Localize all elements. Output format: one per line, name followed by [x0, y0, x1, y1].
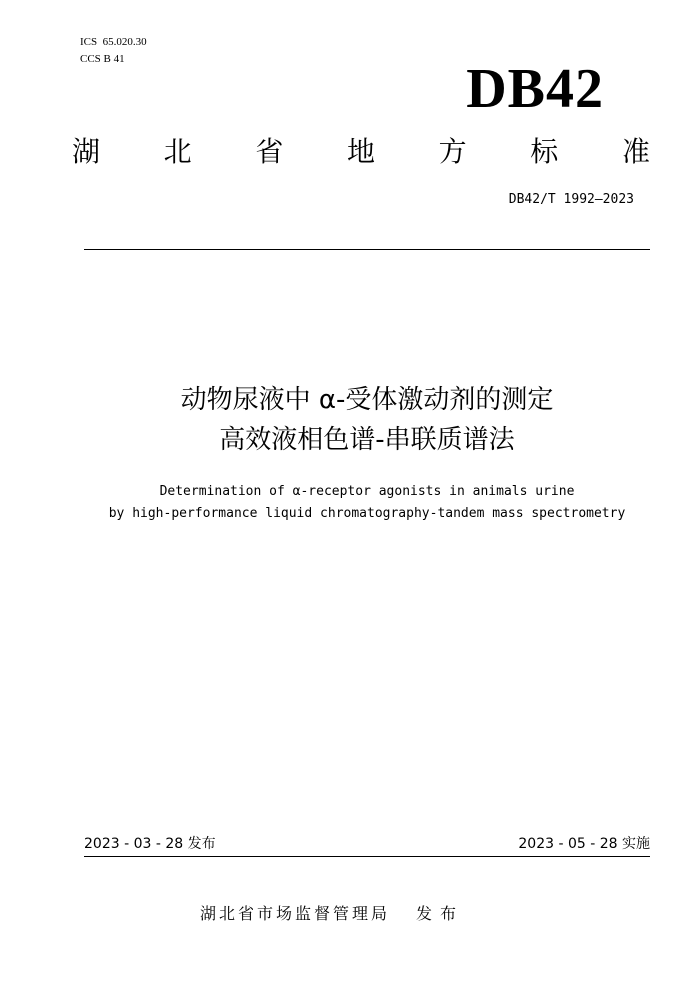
standard-number: DB42/T 1992—2023: [508, 192, 634, 207]
implement-date: 2023 - 05 - 28 实施: [518, 836, 650, 852]
english-title-line-1: Determination of α-receptor agonists in animals urine: [159, 484, 575, 499]
standard-type-char: 湖: [72, 135, 101, 168]
chinese-title-line-1: 动物尿液中 α-受体激动剂的测定: [180, 385, 554, 415]
chinese-title-line-2: 高效液相色谱-串联质谱法: [219, 425, 515, 455]
issuer-action: 发布: [416, 904, 465, 923]
standard-type-char: 标: [530, 135, 559, 168]
standard-type-char: 地: [346, 135, 375, 168]
classification-codes: [80, 34, 147, 68]
standard-type-char: 北: [163, 135, 192, 168]
standard-type-title: [72, 132, 650, 172]
db42-logo: DB42: [466, 58, 604, 120]
footer-divider: [84, 856, 650, 857]
issuer-name: 湖北省市场监督管理局: [200, 904, 391, 923]
ccs-code: B 41: [103, 53, 125, 65]
ics-label: ICS: [80, 36, 98, 48]
english-title-line-2: by high-performance liquid chromatography-tandem mass spectrometry: [108, 506, 626, 521]
issuing-authority: [200, 902, 464, 926]
ccs-row: [80, 51, 147, 68]
standard-type-char: 准: [621, 135, 650, 168]
standard-type-char: 省: [255, 135, 284, 168]
ics-code: 65.020.30: [102, 36, 147, 48]
ics-row: [80, 34, 147, 51]
header-divider: [84, 249, 650, 250]
ccs-label: CCS: [80, 53, 101, 65]
issue-date: 2023 - 03 - 28 发布: [84, 836, 216, 852]
standard-type-char: 方: [438, 135, 467, 168]
